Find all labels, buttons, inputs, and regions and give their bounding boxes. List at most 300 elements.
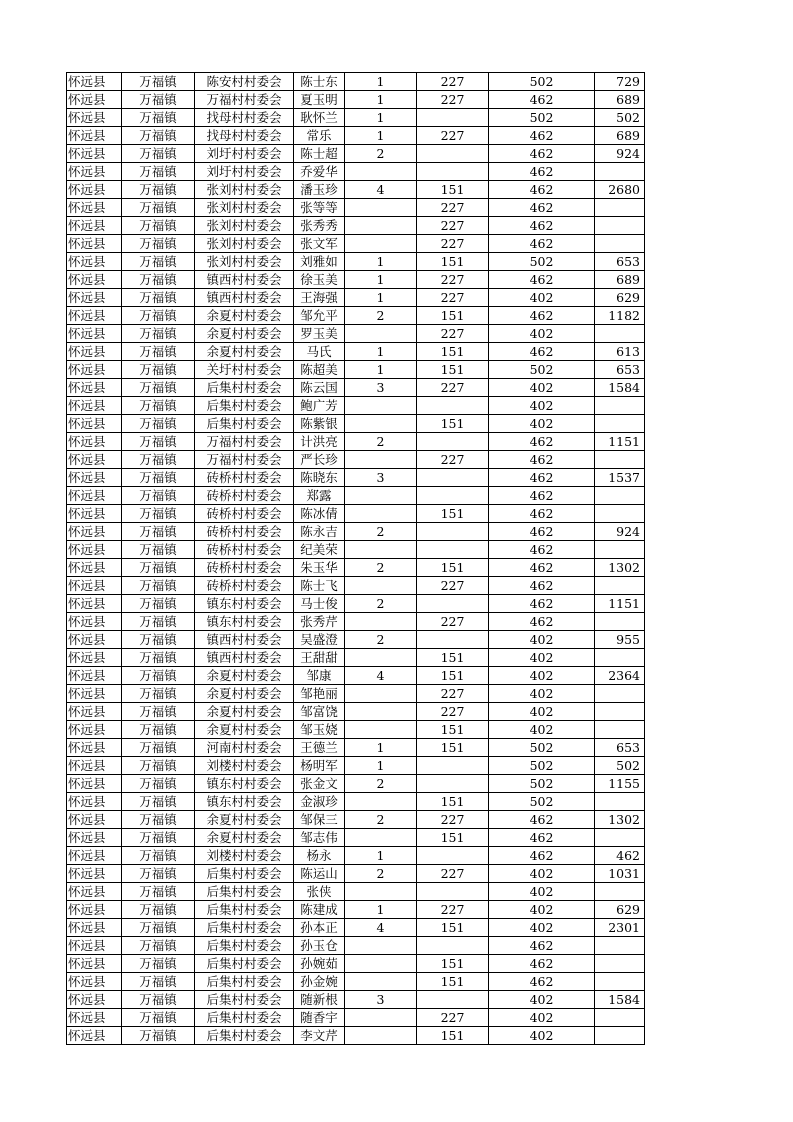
village-cell: 后集村村委会 (195, 955, 294, 973)
value-base-cell: 462 (489, 559, 595, 577)
town-cell: 万福镇 (122, 613, 195, 631)
county-cell: 怀远县 (67, 649, 122, 667)
name-cell: 杨明军 (294, 757, 345, 775)
table-row (67, 253, 645, 271)
value-227-cell: 151 (417, 253, 489, 271)
name-cell: 陈云国 (294, 379, 345, 397)
town-cell: 万福镇 (122, 541, 195, 559)
village-cell: 镇西村村委会 (195, 271, 294, 289)
county-cell: 怀远县 (67, 469, 122, 487)
county-cell: 怀远县 (67, 559, 122, 577)
table-row (67, 379, 645, 397)
count-cell (345, 199, 417, 217)
count-cell (345, 505, 417, 523)
county-cell: 怀远县 (67, 109, 122, 127)
value-227-cell: 227 (417, 1009, 489, 1027)
count-cell (345, 721, 417, 739)
table-row (67, 217, 645, 235)
village-cell: 刘圩村村委会 (195, 145, 294, 163)
count-cell (345, 793, 417, 811)
county-cell: 怀远县 (67, 865, 122, 883)
town-cell: 万福镇 (122, 793, 195, 811)
town-cell: 万福镇 (122, 217, 195, 235)
village-cell: 刘楼村村委会 (195, 847, 294, 865)
county-cell: 怀远县 (67, 685, 122, 703)
count-cell: 2 (345, 595, 417, 613)
count-cell: 2 (345, 775, 417, 793)
county-cell: 怀远县 (67, 271, 122, 289)
value-227-cell: 151 (417, 1027, 489, 1045)
name-cell: 严长珍 (294, 451, 345, 469)
name-cell: 张文军 (294, 235, 345, 253)
county-cell: 怀远县 (67, 883, 122, 901)
village-cell: 镇东村村委会 (195, 613, 294, 631)
county-cell: 怀远县 (67, 91, 122, 109)
county-cell: 怀远县 (67, 397, 122, 415)
name-cell: 王海强 (294, 289, 345, 307)
name-cell: 陈建成 (294, 901, 345, 919)
total-cell (595, 217, 645, 235)
value-227-cell (417, 163, 489, 181)
count-cell: 4 (345, 181, 417, 199)
name-cell: 邹保三 (294, 811, 345, 829)
county-cell: 怀远县 (67, 937, 122, 955)
value-227-cell: 227 (417, 451, 489, 469)
value-227-cell: 227 (417, 91, 489, 109)
value-base-cell: 402 (489, 1027, 595, 1045)
town-cell: 万福镇 (122, 253, 195, 271)
count-cell (345, 685, 417, 703)
value-base-cell: 462 (489, 541, 595, 559)
county-cell: 怀远县 (67, 523, 122, 541)
village-cell: 镇西村村委会 (195, 631, 294, 649)
town-cell: 万福镇 (122, 991, 195, 1009)
village-cell: 张刘村村委会 (195, 199, 294, 217)
table-row (67, 433, 645, 451)
total-cell (595, 613, 645, 631)
count-cell (345, 613, 417, 631)
value-227-cell (417, 397, 489, 415)
county-cell: 怀远县 (67, 145, 122, 163)
value-227-cell: 151 (417, 361, 489, 379)
village-cell: 张刘村村委会 (195, 253, 294, 271)
village-cell: 后集村村委会 (195, 919, 294, 937)
value-base-cell: 462 (489, 271, 595, 289)
village-cell: 砖桥村村委会 (195, 541, 294, 559)
value-227-cell: 151 (417, 181, 489, 199)
village-cell: 后集村村委会 (195, 991, 294, 1009)
value-227-cell (417, 937, 489, 955)
count-cell: 2 (345, 811, 417, 829)
table-row (67, 289, 645, 307)
village-cell: 后集村村委会 (195, 415, 294, 433)
value-base-cell: 502 (489, 757, 595, 775)
count-cell: 2 (345, 307, 417, 325)
total-cell (595, 415, 645, 433)
name-cell: 邹志伟 (294, 829, 345, 847)
value-base-cell: 402 (489, 883, 595, 901)
table-row (67, 343, 645, 361)
count-cell (345, 217, 417, 235)
value-227-cell: 227 (417, 901, 489, 919)
value-base-cell: 462 (489, 163, 595, 181)
value-base-cell: 462 (489, 847, 595, 865)
village-cell: 张刘村村委会 (195, 181, 294, 199)
village-cell: 镇西村村委会 (195, 649, 294, 667)
total-cell: 689 (595, 271, 645, 289)
county-cell: 怀远县 (67, 973, 122, 991)
name-cell: 纪美荣 (294, 541, 345, 559)
table-row (67, 415, 645, 433)
value-base-cell: 462 (489, 937, 595, 955)
count-cell (345, 325, 417, 343)
value-base-cell: 402 (489, 919, 595, 937)
table-row (67, 127, 645, 145)
table-row (67, 271, 645, 289)
table-row (67, 181, 645, 199)
count-cell: 1 (345, 109, 417, 127)
town-cell: 万福镇 (122, 199, 195, 217)
total-cell: 502 (595, 109, 645, 127)
village-cell: 后集村村委会 (195, 901, 294, 919)
table-row (67, 505, 645, 523)
value-base-cell: 462 (489, 613, 595, 631)
village-cell: 后集村村委会 (195, 1009, 294, 1027)
town-cell: 万福镇 (122, 1009, 195, 1027)
table-row (67, 469, 645, 487)
name-cell: 邹艳丽 (294, 685, 345, 703)
name-cell: 邹康 (294, 667, 345, 685)
value-227-cell (417, 775, 489, 793)
spreadsheet (66, 72, 645, 1045)
value-base-cell: 462 (489, 217, 595, 235)
town-cell: 万福镇 (122, 271, 195, 289)
total-cell: 1537 (595, 469, 645, 487)
name-cell: 罗玉美 (294, 325, 345, 343)
value-base-cell: 462 (489, 433, 595, 451)
town-cell: 万福镇 (122, 811, 195, 829)
town-cell: 万福镇 (122, 1027, 195, 1045)
total-cell (595, 397, 645, 415)
name-cell: 金淑珍 (294, 793, 345, 811)
total-cell: 502 (595, 757, 645, 775)
village-cell: 张刘村村委会 (195, 217, 294, 235)
county-cell: 怀远县 (67, 235, 122, 253)
total-cell (595, 829, 645, 847)
total-cell (595, 1027, 645, 1045)
count-cell: 2 (345, 433, 417, 451)
county-cell: 怀远县 (67, 1027, 122, 1045)
village-cell: 砖桥村村委会 (195, 559, 294, 577)
table-row (67, 757, 645, 775)
name-cell: 陈士飞 (294, 577, 345, 595)
county-cell: 怀远县 (67, 217, 122, 235)
value-base-cell: 402 (489, 667, 595, 685)
name-cell: 计洪亮 (294, 433, 345, 451)
value-base-cell: 462 (489, 487, 595, 505)
count-cell (345, 973, 417, 991)
town-cell: 万福镇 (122, 235, 195, 253)
value-227-cell: 151 (417, 955, 489, 973)
value-227-cell: 227 (417, 73, 489, 91)
county-cell: 怀远县 (67, 847, 122, 865)
village-cell: 找母村村委会 (195, 109, 294, 127)
value-227-cell (417, 595, 489, 613)
count-cell: 2 (345, 631, 417, 649)
total-cell: 1151 (595, 433, 645, 451)
name-cell: 潘玉珍 (294, 181, 345, 199)
name-cell: 孙玉仓 (294, 937, 345, 955)
county-cell: 怀远县 (67, 721, 122, 739)
county-cell: 怀远县 (67, 253, 122, 271)
town-cell: 万福镇 (122, 91, 195, 109)
value-227-cell: 227 (417, 235, 489, 253)
name-cell: 张秀秀 (294, 217, 345, 235)
total-cell (595, 1009, 645, 1027)
value-base-cell: 462 (489, 343, 595, 361)
value-base-cell: 402 (489, 901, 595, 919)
town-cell: 万福镇 (122, 667, 195, 685)
name-cell: 陈超美 (294, 361, 345, 379)
village-cell: 余夏村村委会 (195, 667, 294, 685)
town-cell: 万福镇 (122, 829, 195, 847)
value-base-cell: 462 (489, 307, 595, 325)
town-cell: 万福镇 (122, 721, 195, 739)
table-row (67, 883, 645, 901)
name-cell: 夏玉明 (294, 91, 345, 109)
village-cell: 余夏村村委会 (195, 721, 294, 739)
total-cell (595, 199, 645, 217)
county-cell: 怀远县 (67, 901, 122, 919)
county-cell: 怀远县 (67, 505, 122, 523)
town-cell: 万福镇 (122, 361, 195, 379)
count-cell: 1 (345, 253, 417, 271)
county-cell: 怀远县 (67, 577, 122, 595)
value-base-cell: 502 (489, 793, 595, 811)
total-cell (595, 883, 645, 901)
name-cell: 常乐 (294, 127, 345, 145)
value-227-cell (417, 469, 489, 487)
name-cell: 乔爱华 (294, 163, 345, 181)
county-cell: 怀远县 (67, 307, 122, 325)
total-cell: 1155 (595, 775, 645, 793)
village-cell: 张刘村村委会 (195, 235, 294, 253)
count-cell: 1 (345, 271, 417, 289)
count-cell: 4 (345, 919, 417, 937)
value-base-cell: 462 (489, 451, 595, 469)
value-227-cell: 151 (417, 739, 489, 757)
count-cell: 3 (345, 379, 417, 397)
name-cell: 陈士东 (294, 73, 345, 91)
table-row (67, 163, 645, 181)
table-row (67, 811, 645, 829)
total-cell (595, 451, 645, 469)
name-cell: 陈士超 (294, 145, 345, 163)
town-cell: 万福镇 (122, 559, 195, 577)
county-cell: 怀远县 (67, 451, 122, 469)
county-cell: 怀远县 (67, 433, 122, 451)
village-cell: 砖桥村村委会 (195, 505, 294, 523)
village-cell: 镇东村村委会 (195, 793, 294, 811)
county-cell: 怀远县 (67, 73, 122, 91)
name-cell: 张秀芹 (294, 613, 345, 631)
village-cell: 万福村村委会 (195, 451, 294, 469)
count-cell (345, 937, 417, 955)
total-cell: 924 (595, 523, 645, 541)
village-cell: 陈安村村委会 (195, 73, 294, 91)
village-cell: 后集村村委会 (195, 973, 294, 991)
table-row (67, 919, 645, 937)
town-cell: 万福镇 (122, 775, 195, 793)
village-cell: 镇东村村委会 (195, 595, 294, 613)
county-cell: 怀远县 (67, 991, 122, 1009)
town-cell: 万福镇 (122, 127, 195, 145)
county-cell: 怀远县 (67, 415, 122, 433)
town-cell: 万福镇 (122, 307, 195, 325)
value-base-cell: 502 (489, 739, 595, 757)
count-cell (345, 1009, 417, 1027)
village-cell: 后集村村委会 (195, 379, 294, 397)
county-cell: 怀远县 (67, 757, 122, 775)
value-base-cell: 402 (489, 685, 595, 703)
name-cell: 随新根 (294, 991, 345, 1009)
town-cell: 万福镇 (122, 937, 195, 955)
value-227-cell: 151 (417, 829, 489, 847)
total-cell (595, 685, 645, 703)
table-row (67, 541, 645, 559)
table-row (67, 847, 645, 865)
count-cell: 1 (345, 901, 417, 919)
value-base-cell: 402 (489, 649, 595, 667)
count-cell: 2 (345, 559, 417, 577)
count-cell: 1 (345, 127, 417, 145)
name-cell: 陈冰倩 (294, 505, 345, 523)
total-cell (595, 577, 645, 595)
value-227-cell: 151 (417, 415, 489, 433)
town-cell: 万福镇 (122, 325, 195, 343)
name-cell: 李文芹 (294, 1027, 345, 1045)
total-cell: 1302 (595, 559, 645, 577)
count-cell (345, 1027, 417, 1045)
name-cell: 张侠 (294, 883, 345, 901)
town-cell: 万福镇 (122, 685, 195, 703)
value-base-cell: 402 (489, 415, 595, 433)
name-cell: 鲍广芳 (294, 397, 345, 415)
count-cell (345, 649, 417, 667)
count-cell (345, 235, 417, 253)
town-cell: 万福镇 (122, 163, 195, 181)
total-cell: 629 (595, 901, 645, 919)
town-cell: 万福镇 (122, 379, 195, 397)
total-cell: 924 (595, 145, 645, 163)
value-227-cell (417, 487, 489, 505)
town-cell: 万福镇 (122, 901, 195, 919)
name-cell: 孙婉茹 (294, 955, 345, 973)
county-cell: 怀远县 (67, 793, 122, 811)
village-cell: 后集村村委会 (195, 937, 294, 955)
value-227-cell: 151 (417, 649, 489, 667)
county-cell: 怀远县 (67, 379, 122, 397)
value-227-cell: 227 (417, 379, 489, 397)
town-cell: 万福镇 (122, 343, 195, 361)
count-cell: 1 (345, 289, 417, 307)
count-cell: 1 (345, 361, 417, 379)
value-base-cell: 462 (489, 145, 595, 163)
value-227-cell (417, 991, 489, 1009)
name-cell: 邹富饶 (294, 703, 345, 721)
total-cell: 729 (595, 73, 645, 91)
value-227-cell (417, 883, 489, 901)
name-cell: 朱玉华 (294, 559, 345, 577)
county-cell: 怀远县 (67, 775, 122, 793)
value-227-cell (417, 523, 489, 541)
value-227-cell (417, 757, 489, 775)
table-row (67, 487, 645, 505)
village-cell: 余夏村村委会 (195, 703, 294, 721)
table-row (67, 523, 645, 541)
value-227-cell: 227 (417, 811, 489, 829)
total-cell (595, 541, 645, 559)
table-row (67, 613, 645, 631)
value-227-cell: 227 (417, 577, 489, 595)
value-base-cell: 462 (489, 973, 595, 991)
town-cell: 万福镇 (122, 955, 195, 973)
value-227-cell: 227 (417, 613, 489, 631)
table-row (67, 631, 645, 649)
total-cell: 1302 (595, 811, 645, 829)
name-cell: 邹玉娆 (294, 721, 345, 739)
village-cell: 余夏村村委会 (195, 325, 294, 343)
table-row (67, 559, 645, 577)
value-227-cell: 227 (417, 127, 489, 145)
value-base-cell: 402 (489, 991, 595, 1009)
table-row (67, 1027, 645, 1045)
town-cell: 万福镇 (122, 703, 195, 721)
table-row (67, 955, 645, 973)
village-cell: 后集村村委会 (195, 883, 294, 901)
name-cell: 随香宇 (294, 1009, 345, 1027)
count-cell: 1 (345, 91, 417, 109)
total-cell: 2301 (595, 919, 645, 937)
table-row (67, 901, 645, 919)
town-cell: 万福镇 (122, 865, 195, 883)
total-cell (595, 487, 645, 505)
village-cell: 万福村村委会 (195, 91, 294, 109)
county-cell: 怀远县 (67, 1009, 122, 1027)
name-cell: 张等等 (294, 199, 345, 217)
town-cell: 万福镇 (122, 577, 195, 595)
count-cell (345, 703, 417, 721)
total-cell: 1182 (595, 307, 645, 325)
county-cell: 怀远县 (67, 487, 122, 505)
value-base-cell: 502 (489, 775, 595, 793)
town-cell: 万福镇 (122, 487, 195, 505)
table-row (67, 973, 645, 991)
village-cell: 余夏村村委会 (195, 307, 294, 325)
town-cell: 万福镇 (122, 415, 195, 433)
county-cell: 怀远县 (67, 181, 122, 199)
village-cell: 关圩村村委会 (195, 361, 294, 379)
town-cell: 万福镇 (122, 289, 195, 307)
name-cell: 孙本正 (294, 919, 345, 937)
total-cell: 689 (595, 91, 645, 109)
value-base-cell: 402 (489, 379, 595, 397)
county-cell: 怀远县 (67, 163, 122, 181)
village-cell: 刘楼村村委会 (195, 757, 294, 775)
town-cell: 万福镇 (122, 145, 195, 163)
count-cell (345, 451, 417, 469)
table-row (67, 649, 645, 667)
